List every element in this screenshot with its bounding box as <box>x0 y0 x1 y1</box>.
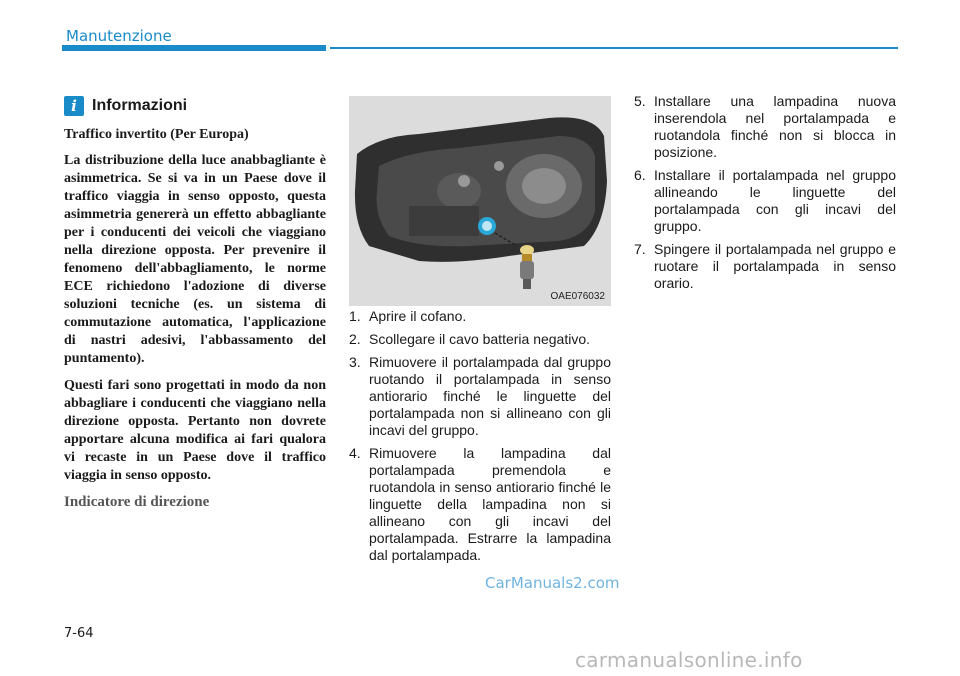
headlamp-illustration <box>349 96 611 306</box>
step-item <box>634 241 896 292</box>
step-text: Installare una lampadina nuova inserendola nel portalampada e ruotandola finché non si blocca in posizione. <box>654 93 896 160</box>
step-number: 3. <box>349 354 361 370</box>
figure-code: OAE076032 <box>550 291 605 302</box>
step-item <box>349 308 611 325</box>
step-number: 5. <box>634 93 646 109</box>
step-number: 4. <box>349 445 361 461</box>
info-paragraph-1: La distribuzione della luce anabbagliante è asimmetrica. Se si va in un Paese dove il traffico viaggia in senso opposto, questa asimmetria genererà un effetto abbagliante per i conducenti dei veicoli che viaggiano nella direzione opposta. Per prevenire il fenomeno dell'abbagliamento, le norme ECE richiedono l'adozione di diverse soluzioni tecniche (es. un sistema di commutazione automatica, l'applicazione di nastri adesivi, l'abbassamento del puntamento). <box>64 153 326 366</box>
step-item <box>349 445 611 564</box>
step-number: 1. <box>349 308 361 324</box>
header-rule-thin <box>330 47 898 49</box>
header-rule-thick <box>62 45 326 51</box>
page-number: 7-64 <box>64 626 94 641</box>
step-text: Spingere il portalampada nel gruppo e ruotare il portalampada in senso orario. <box>654 241 896 291</box>
watermark-text: carmanualsonline.info <box>575 648 803 672</box>
step-item <box>634 167 896 235</box>
section-title: Manutenzione <box>66 27 172 45</box>
step-number: 7. <box>634 241 646 257</box>
info-icon: i <box>64 96 84 116</box>
step-text: Aprire il cofano. <box>369 308 467 324</box>
step-number: 2. <box>349 331 361 347</box>
step-item <box>349 354 611 439</box>
headlamp-figure <box>349 96 611 306</box>
step-text: Installare il portalampada nel gruppo allineando le linguette del portalampada con gli incavi del gruppo. <box>654 167 896 234</box>
info-title: Informazioni <box>92 97 188 114</box>
step-text: Rimuovere il portalampada dal gruppo ruotando il portalampada in senso antiorario finché le linguette del portalampada non si allineano con gli incavi del gruppo. <box>369 354 611 438</box>
info-subtitle: Traffico invertito (Per Europa) <box>64 127 249 142</box>
steps-list-right <box>634 93 896 298</box>
steps-list-mid <box>349 308 611 570</box>
info-paragraph-2: Questi fari sono progettati in modo da non abbagliare i conducenti che viaggiano nella direzione opposta. Pertanto non dovrete apportare alcuna modifica ai fari qualora vi recaste in un Paese dove il traffico viaggia in senso opposto. <box>64 378 326 483</box>
section-heading: Indicatore di direzione <box>64 494 210 510</box>
step-text: Scollegare il cavo batteria negativo. <box>369 331 591 347</box>
step-item <box>349 331 611 348</box>
step-text: Rimuovere la lampadina dal portalampada premendola e ruotandola in senso antiorario finché le linguette della lampadina non si allineano con gli incavi del portalampada. Estrarre la lampadina dal portalampada. <box>369 445 611 563</box>
info-box <box>64 96 326 511</box>
info-header <box>64 96 326 116</box>
step-number: 6. <box>634 167 646 183</box>
watermark-link[interactable]: CarManuals2.com <box>485 574 620 592</box>
step-item <box>634 93 896 161</box>
